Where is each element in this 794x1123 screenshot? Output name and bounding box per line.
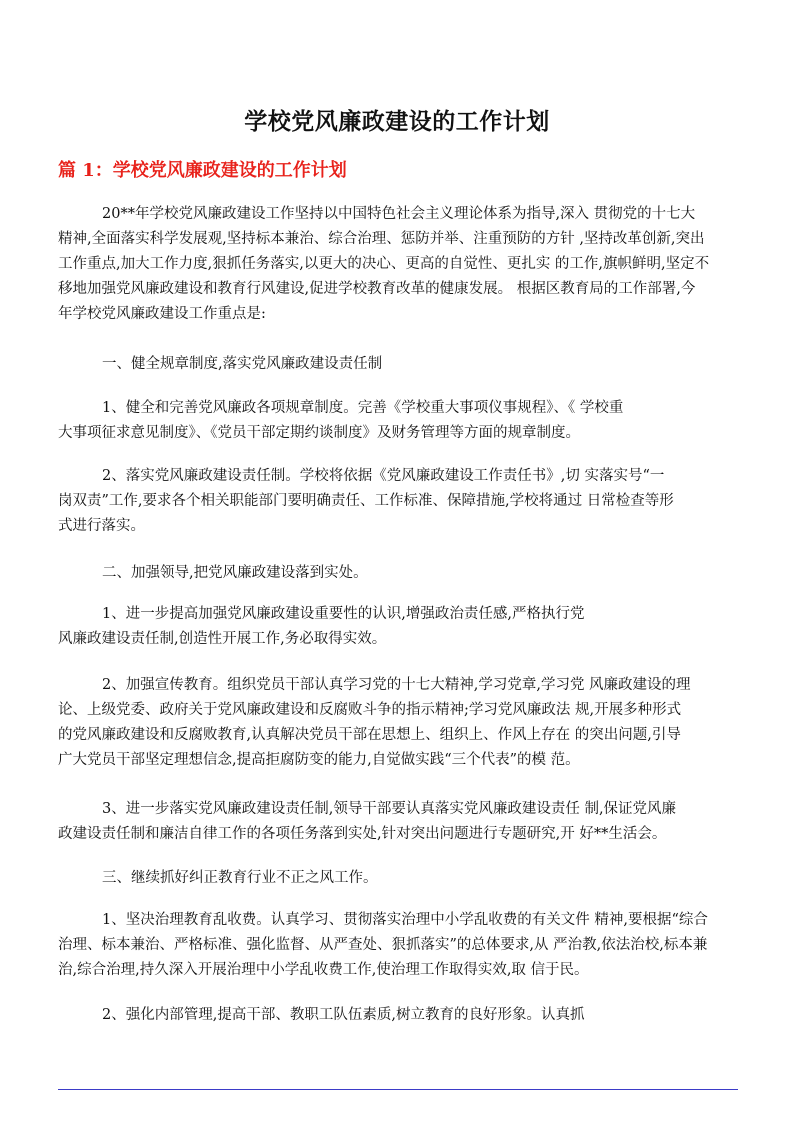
text-line: 治,综合治理,持久深入开展治理中小学乱收费工作,使治理工作取得实效,取 信于民。 [58,962,589,978]
text-line: 2、落实党风廉政建设责任制。学校将依据《党风廉政建设工作责任书》,切 实落实号“一 [102,468,665,484]
paragraph-intro [58,202,772,327]
text-line: 2、强化内部管理,提高干部、教职工队伍素质,树立教育的良好形象。认真抓 [102,1007,585,1023]
text-line: 岗双责”工作,要求各个相关职能部门要明确责任、工作标准、保障措施,学校将通过 日常检查等形 [58,493,674,509]
text-line: 政建设责任制和廉洁自律工作的各项任务落到实处,针对突出问题进行专题研究,开 好**生活会。 [58,826,667,842]
text-line: 1、进一步提高加强党风廉政建设重要性的认识,增强政治责任感,严格执行党 [102,606,585,622]
footer-divider [58,1089,738,1090]
text-line: 大事项征求意见制度》、《党员干部定期约谈制度》及财务管理等方面的规章制度。 [58,425,580,441]
paragraph-item [58,908,772,983]
text-line: 工作重点,加大工作力度,狠抓任务落实,以更大的决心、更高的自觉性、更扎实 的工作,旗帜鲜明,坚定不 [58,256,710,272]
text-line: 治理、标本兼治、严格标准、强化监督、从严查处、狠抓落实”的总体要求,从 严治教,依法治校,标本兼 [58,937,708,953]
text-line: 2、加强宣传教育。组织党员干部认真学习党的十七大精神,学习党章,学习党 风廉政建设的理 [102,677,691,693]
text-line: 广大党员干部坚定理想信念,提高拒腐防变的能力,自觉做实践“三个代表”的模 范。 [58,752,580,768]
section-heading: 篇 1：学校党风廉政建设的工作计划 [58,160,347,181]
text-line: 风廉政建设责任制,创造性开展工作,务必取得实效。 [58,631,387,647]
subheading-one [58,352,772,377]
text-line: 的党风廉政建设和反腐败教育,认真解决党员干部在思想上、组织上、作风上存在 的突出问题,引导 [58,727,681,743]
text-line: 一、健全规章制度,落实党风廉政建设责任制 [102,356,383,372]
paragraph-item [58,797,772,847]
text-line: 1、坚决治理教育乱收费。认真学习、贯彻落实治理中小学乱收费的有关文件 精神,要根据“综合 [102,912,708,928]
paragraph-item [58,673,772,773]
text-line: 1、健全和完善党风廉政各项规章制度。完善《学校重大事项仪事规程》、《 学校重 [102,400,624,416]
text-line: 移地加强党风廉政建设和教育行风建设,促进学校教育改革的健康发展。 根据区教育局的工作部署,今 [58,281,696,297]
text-line: 年学校党风廉政建设工作重点是: [58,306,266,322]
text-line: 式进行落实。 [58,518,145,534]
text-line: 三、继续抓好纠正教育行业不正之风工作。 [102,870,378,886]
subheading-three [58,866,772,891]
subheading-two [58,561,772,586]
text-line: 20**年学校党风廉政建设工作坚持以中国特色社会主义理论体系为指导,深入 贯彻党的十七大 [102,206,696,222]
text-line: 精神,全面落实科学发展观,坚持标本兼治、综合治理、惩防并举、注重预防的方针 ,坚持改革创新,突出 [58,231,705,247]
text-line: 3、进一步落实党风廉政建设责任制,领导干部要认真落实党风廉政建设责任 制,保证党风廉 [102,801,677,817]
text-line: 二、加强领导,把党风廉政建设落到实处。 [102,565,368,581]
paragraph-item [58,464,772,539]
paragraph-item [58,1003,772,1028]
text-line: 论、上级党委、政府关于党风廉政建设和反腐败斗争的指示精神;学习党风廉政法 规,开展多种形式 [58,702,682,718]
paragraph-item [58,602,772,652]
paragraph-item [58,396,772,446]
document-title: 学校党风廉政建设的工作计划 [244,108,550,135]
